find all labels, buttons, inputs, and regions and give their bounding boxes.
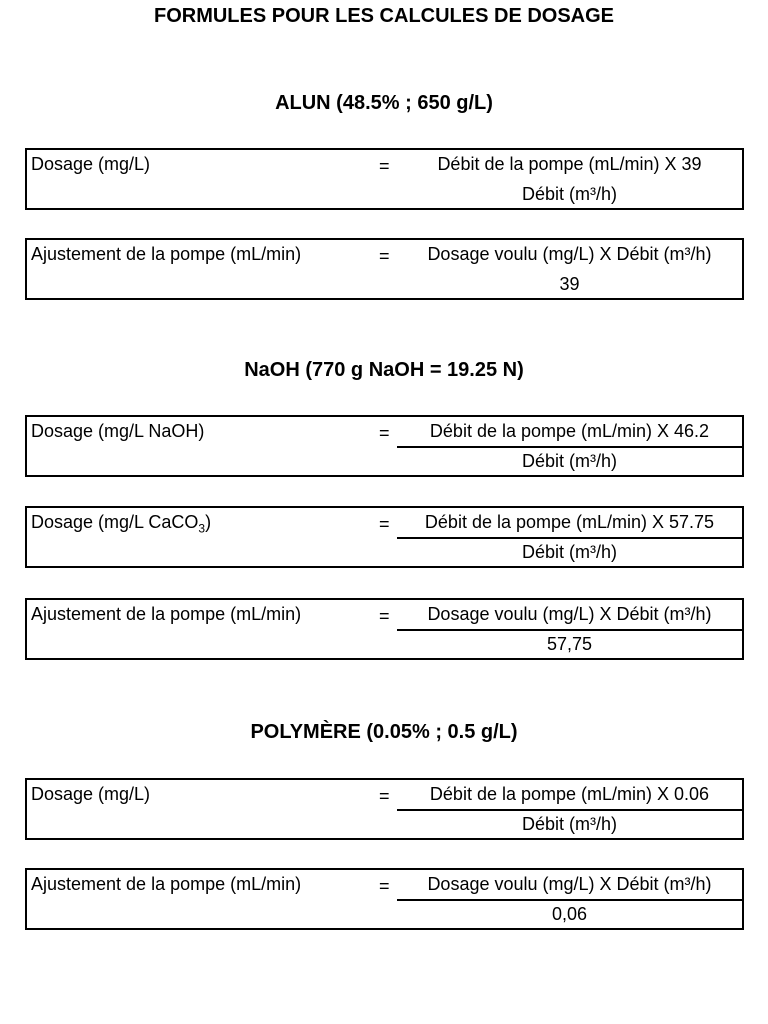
fraction-bar bbox=[397, 629, 742, 631]
formula-denominator: Débit (m³/h) bbox=[521, 451, 617, 471]
formula-box-alun-ajustement bbox=[25, 238, 744, 300]
formula-denominator: Débit (m³/h) bbox=[521, 814, 617, 834]
formula-lhs: Dosage (mg/L) bbox=[31, 784, 151, 804]
formula-numerator: Dosage voulu (mg/L) X Débit (m³/h) bbox=[427, 244, 712, 264]
formula-denominator: Débit (m³/h) bbox=[521, 542, 617, 562]
formula-denominator: 0,06 bbox=[551, 904, 588, 924]
formula-lhs-prefix: Dosage (mg/L CaCO bbox=[31, 512, 199, 532]
formula-box-naoh-caco3 bbox=[25, 506, 744, 568]
formula-numerator: Débit de la pompe (mL/min) X 46.2 bbox=[429, 421, 710, 441]
equals-sign: = bbox=[379, 246, 390, 266]
formula-box-polymere-ajustement bbox=[25, 868, 744, 930]
formula-numerator: Débit de la pompe (mL/min) X 39 bbox=[437, 154, 702, 174]
section-title-naoh: NaOH (770 g NaOH = 19.25 N) bbox=[244, 359, 524, 381]
formula-denominator: Débit (m³/h) bbox=[521, 184, 617, 204]
fraction-bar bbox=[397, 809, 742, 811]
formula-box-naoh-dosage bbox=[25, 415, 744, 477]
formula-numerator: Dosage voulu (mg/L) X Débit (m³/h) bbox=[427, 604, 712, 624]
formula-lhs: Ajustement de la pompe (mL/min) bbox=[31, 874, 302, 894]
fraction-bar bbox=[397, 446, 742, 448]
section-title-alun: ALUN (48.5% ; 650 g/L) bbox=[275, 92, 493, 114]
equals-sign: = bbox=[379, 876, 390, 896]
formula-lhs-suffix: ) bbox=[205, 512, 212, 532]
formula-box-alun-dosage bbox=[25, 148, 744, 210]
equals-sign: = bbox=[379, 423, 390, 443]
formula-lhs bbox=[31, 511, 212, 536]
formula-numerator: Débit de la pompe (mL/min) X 0.06 bbox=[429, 784, 710, 804]
formula-numerator: Débit de la pompe (mL/min) X 57.75 bbox=[424, 512, 715, 532]
formula-numerator: Dosage voulu (mg/L) X Débit (m³/h) bbox=[427, 874, 712, 894]
equals-sign: = bbox=[379, 606, 390, 626]
page-title: FORMULES POUR LES CALCULES DE DOSAGE bbox=[153, 5, 615, 27]
fraction-bar bbox=[397, 899, 742, 901]
formula-lhs: Dosage (mg/L NaOH) bbox=[31, 421, 205, 441]
equals-sign: = bbox=[379, 156, 390, 176]
formula-lhs: Ajustement de la pompe (mL/min) bbox=[31, 244, 302, 264]
formula-denominator: 39 bbox=[559, 274, 580, 294]
fraction-bar bbox=[397, 537, 742, 539]
formula-box-polymere-dosage bbox=[25, 778, 744, 840]
equals-sign: = bbox=[379, 786, 390, 806]
formula-box-naoh-ajustement bbox=[25, 598, 744, 660]
equals-sign: = bbox=[379, 514, 390, 534]
formula-denominator: 57,75 bbox=[546, 634, 593, 654]
subscript-3: 3 bbox=[198, 521, 206, 536]
formula-lhs: Dosage (mg/L) bbox=[31, 154, 151, 174]
formula-lhs: Ajustement de la pompe (mL/min) bbox=[31, 604, 302, 624]
section-title-polymere: POLYMÈRE (0.05% ; 0.5 g/L) bbox=[250, 721, 518, 743]
